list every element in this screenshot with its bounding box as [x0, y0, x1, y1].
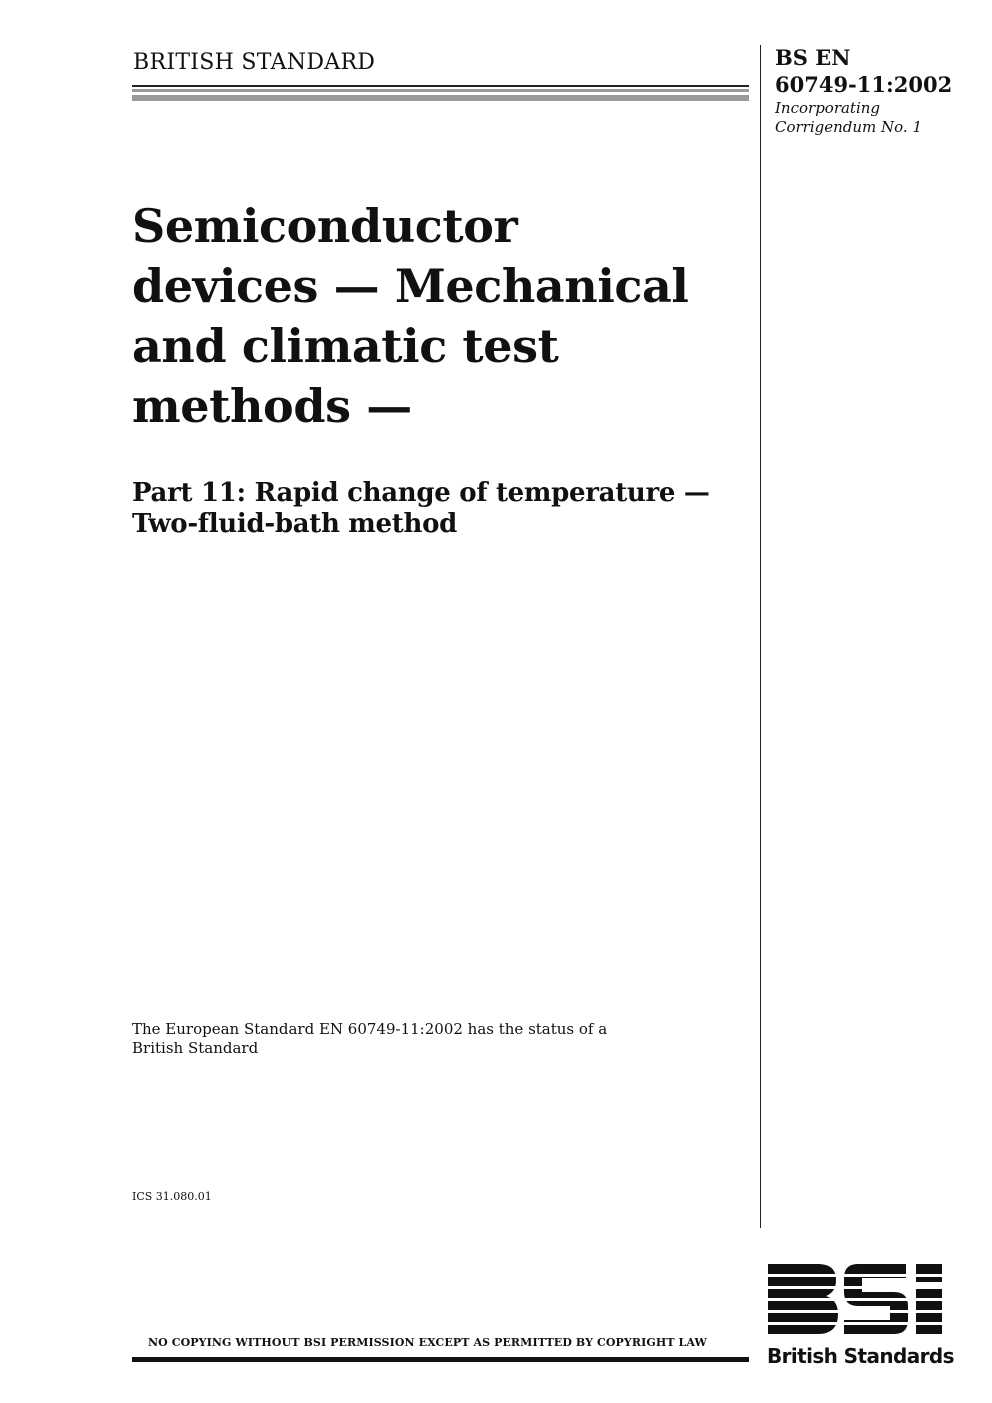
- copyright-notice: NO COPYING WITHOUT BSI PERMISSION EXCEPT AS PERMITTED BY COPYRIGHT LAW: [148, 1336, 707, 1349]
- status-note: [132, 1020, 652, 1058]
- title-line1: Semiconductor: [132, 199, 518, 253]
- title-line4: methods —: [132, 379, 412, 433]
- bsi-caption: British Standards: [767, 1344, 954, 1368]
- document-series-label: BRITISH STANDARD: [133, 50, 376, 75]
- footer-rule: [132, 1357, 749, 1362]
- standard-number-line2: 60749-11:2002: [775, 72, 953, 97]
- subtitle-line1: Part 11: Rapid change of temperature —: [132, 478, 710, 508]
- corrigendum-note: [775, 99, 922, 137]
- side-divider: [760, 45, 761, 1228]
- title-line3: and climatic test: [132, 319, 559, 373]
- header-rule-gray: [132, 95, 749, 101]
- status-note-line2: British Standard: [132, 1039, 259, 1057]
- standard-number-line1: BS EN: [775, 45, 851, 70]
- title-line2: devices — Mechanical: [132, 259, 689, 313]
- corrigendum-line2: Corrigendum No. 1: [775, 118, 923, 136]
- corrigendum-line1: Incorporating: [775, 99, 881, 117]
- header-rule-gray-top: [132, 89, 749, 92]
- header-rule: [132, 85, 749, 87]
- subtitle-line2: Two-fluid-bath method: [132, 509, 457, 539]
- standard-number: [775, 44, 952, 98]
- ics-code: ICS 31.080.01: [132, 1190, 212, 1203]
- document-subtitle: [132, 478, 772, 540]
- status-note-line1: The European Standard EN 60749-11:2002 has the status of a: [132, 1020, 608, 1038]
- document-title: [132, 196, 742, 436]
